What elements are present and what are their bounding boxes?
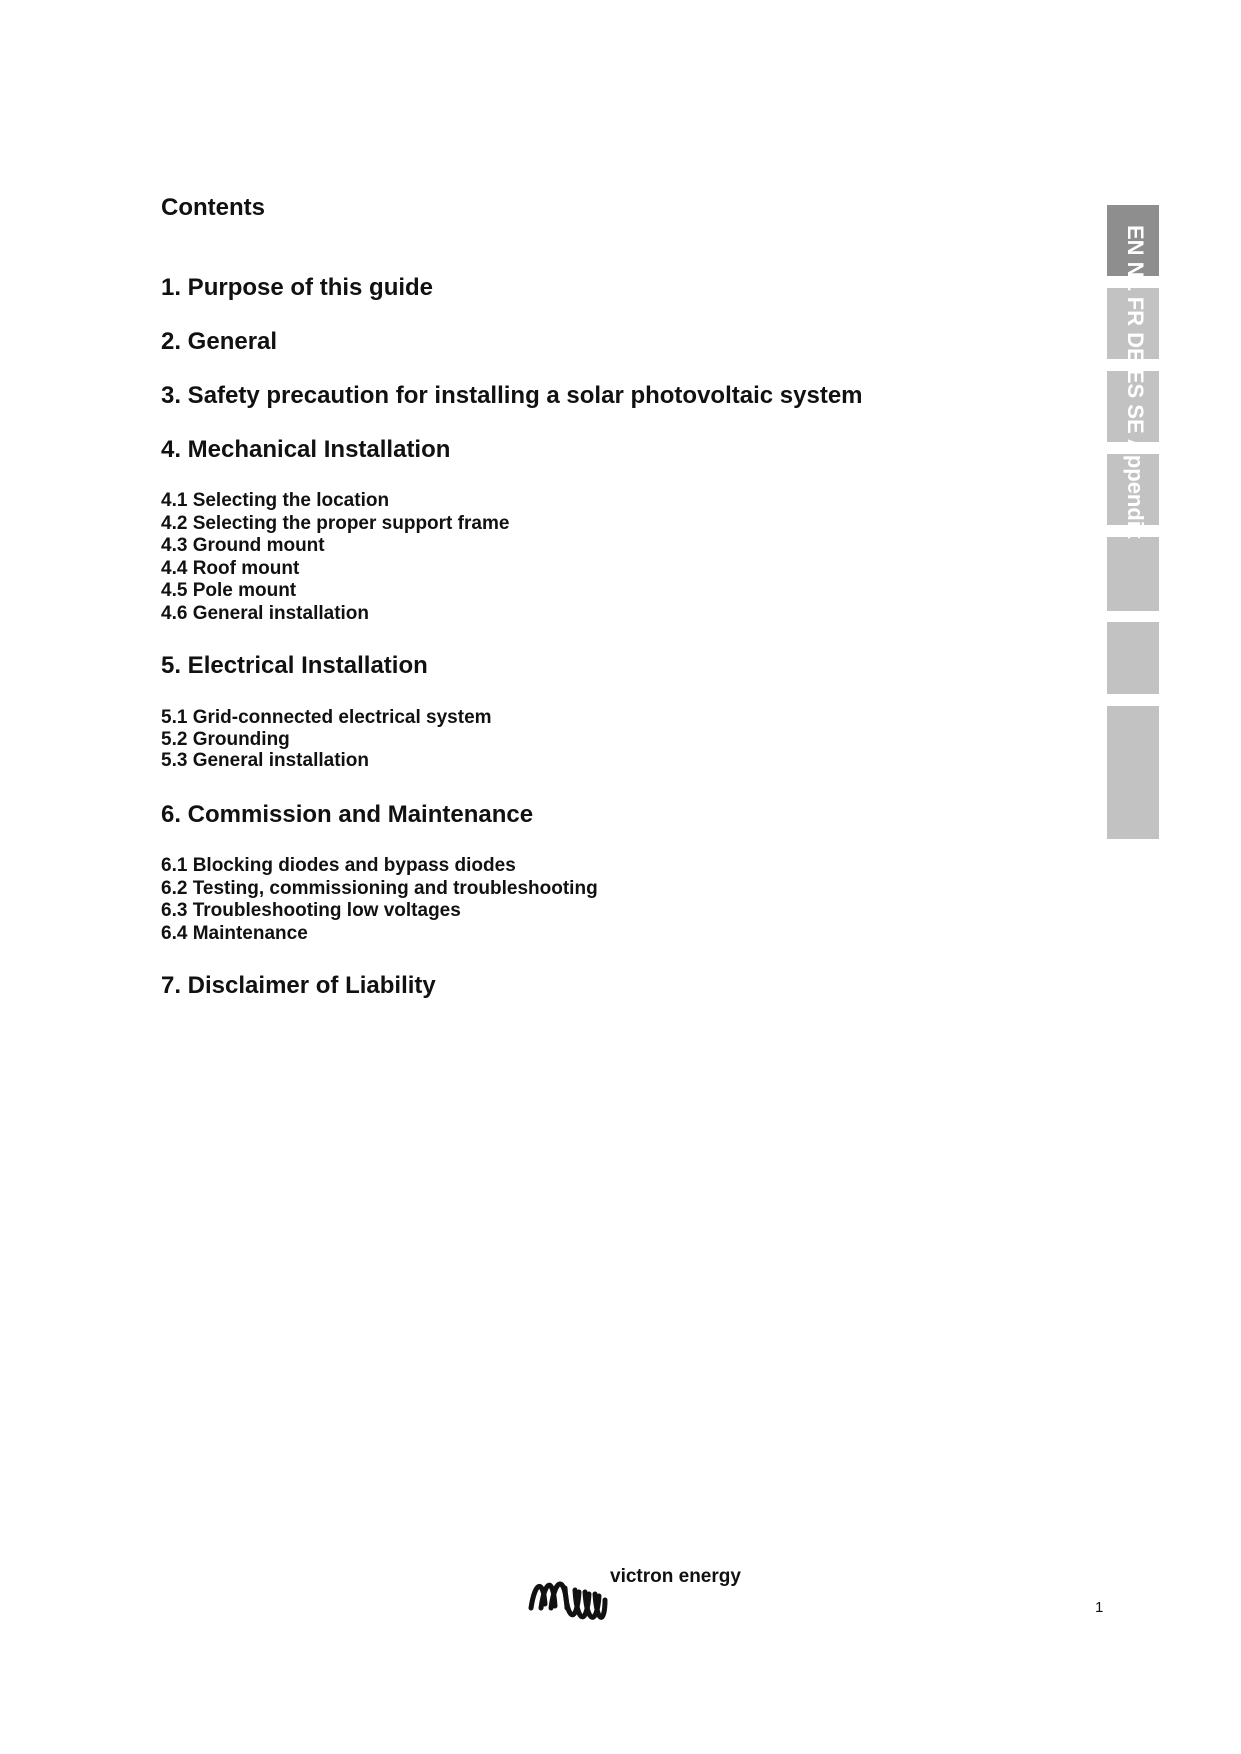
toc-heading-4[interactable]: 4. Mechanical Installation (161, 436, 451, 463)
toc-heading-2[interactable]: 2. General (161, 328, 278, 355)
toc-heading-1[interactable]: 1. Purpose of this guide (161, 274, 434, 301)
language-tab-blank-1 (1107, 622, 1159, 694)
toc-item-5-3[interactable]: 5.3 General installation (161, 750, 370, 771)
toc-heading-7[interactable]: 7. Disclaimer of Liability (161, 972, 436, 999)
toc-item-4-4[interactable]: 4.4 Roof mount (161, 558, 300, 579)
toc-item-6-1[interactable]: 6.1 Blocking diodes and bypass diodes (161, 855, 516, 876)
toc-item-6-2[interactable]: 6.2 Testing, commissioning and troubleshooting (161, 878, 598, 899)
language-tab-blank-2 (1107, 706, 1159, 839)
toc-item-5-1[interactable]: 5.1 Grid-connected electrical system (161, 707, 492, 728)
toc-item-4-5[interactable]: 4.5 Pole mount (161, 580, 297, 601)
toc-heading-5[interactable]: 5. Electrical Installation (161, 652, 428, 679)
toc-item-6-4[interactable]: 6.4 Maintenance (161, 923, 308, 944)
language-tabs-label: EN NL FR DE ES SE Appendix (1123, 225, 1148, 540)
toc-item-4-3[interactable]: 4.3 Ground mount (161, 535, 325, 556)
contents-title: Contents (161, 194, 265, 221)
toc-heading-6[interactable]: 6. Commission and Maintenance (161, 801, 534, 828)
language-tab-appendix[interactable] (1107, 537, 1159, 611)
toc-item-5-2[interactable]: 5.2 Grounding (161, 729, 290, 750)
brand-name: victron energy (610, 1566, 741, 1587)
toc-item-4-1[interactable]: 4.1 Selecting the location (161, 490, 390, 511)
page-number: 1 (1095, 1599, 1104, 1616)
toc-item-4-2[interactable]: 4.2 Selecting the proper support frame (161, 513, 510, 534)
toc-item-6-3[interactable]: 6.3 Troubleshooting low voltages (161, 900, 461, 921)
toc-heading-3[interactable]: 3. Safety precaution for installing a solar photovoltaic system (161, 382, 863, 409)
toc-item-4-6[interactable]: 4.6 General installation (161, 603, 370, 624)
